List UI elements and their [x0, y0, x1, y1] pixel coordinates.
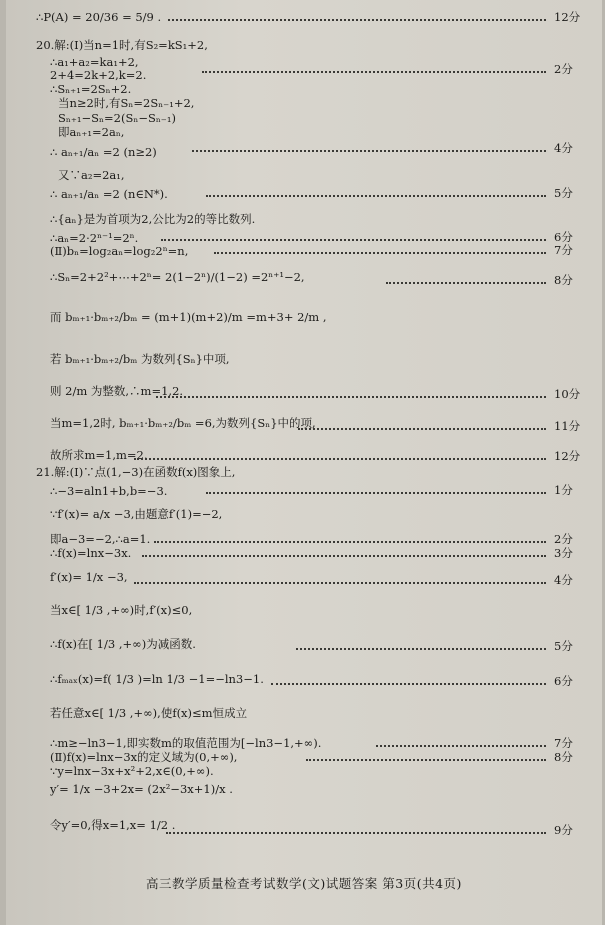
solution-line: y′= 1/x −3+2x= (2x²−3x+1)/x . — [50, 782, 233, 796]
dotted-leader — [192, 150, 546, 152]
dotted-leader — [134, 458, 546, 460]
solution-line: 又∵a₂=2a₁, — [58, 168, 125, 182]
solution-line: 即a−3=−2,∴a=1. — [50, 532, 151, 546]
answer-sheet-page — [6, 0, 602, 925]
solution-line: (Ⅱ)f(x)=lnx−3x的定义域为(0,+∞), — [50, 750, 238, 764]
page-footer: 高三教学质量检查考试数学(文)试题答案 第3页(共4页) — [146, 876, 462, 891]
solution-line: 若任意x∈[ 1/3 ,+∞),使f(x)≤m恒成立 — [50, 706, 248, 720]
solution-line: 即aₙ₊₁=2aₙ, — [58, 125, 125, 139]
solution-line: 21.解:(Ⅰ)∵点(1,−3)在函数f(x)图象上, — [36, 465, 236, 479]
solution-line: 20.解:(Ⅰ)当n=1时,有S₂=kS₁+2, — [36, 38, 208, 52]
dotted-leader — [376, 745, 546, 747]
score-mark: 2分 — [554, 532, 573, 546]
solution-line: ∴a₁+a₂=ka₁+2, — [50, 55, 139, 69]
solution-line: 若 bₘ₊₁·bₘ₊₂/bₘ 为数列{Sₙ}中项, — [50, 352, 230, 366]
solution-line: 2+4=2k+2,k=2. — [50, 68, 147, 82]
solution-line: 当m=1,2时, bₘ₊₁·bₘ₊₂/bₘ =6,为数列{Sₙ}中的项, — [50, 416, 316, 430]
solution-line: 当x∈[ 1/3 ,+∞)时,f′(x)≤0, — [50, 603, 193, 617]
solution-line: 当n≥2时,有Sₙ=2Sₙ₋₁+2, — [58, 96, 195, 110]
score-mark: 4分 — [554, 141, 573, 155]
score-mark: 12分 — [554, 449, 581, 463]
score-mark: 12分 — [554, 10, 581, 24]
dotted-leader — [161, 239, 546, 241]
dotted-leader — [206, 492, 546, 494]
score-mark: 9分 — [554, 823, 573, 837]
dotted-leader — [156, 396, 546, 398]
score-mark: 7分 — [554, 736, 573, 750]
score-mark: 8分 — [554, 273, 573, 287]
score-mark: 7分 — [554, 243, 573, 257]
dotted-leader — [206, 195, 546, 197]
solution-line: ∴f(x)=lnx−3x. — [50, 546, 132, 560]
dotted-leader — [386, 282, 546, 284]
score-mark: 5分 — [554, 639, 573, 653]
dotted-leader — [168, 19, 546, 21]
solution-line: ∴{aₙ}是为首项为2,公比为2的等比数列. — [50, 212, 256, 226]
dotted-leader — [214, 252, 546, 254]
score-mark: 3分 — [554, 546, 573, 560]
solution-line: 令y′=0,得x=1,x= 1/2 . — [50, 818, 176, 832]
solution-line: ∵y=lnx−3x+x²+2,x∈(0,+∞). — [50, 764, 214, 778]
dotted-leader — [202, 71, 546, 73]
score-mark: 11分 — [554, 419, 581, 433]
dotted-leader — [142, 555, 546, 557]
dotted-leader — [271, 683, 546, 685]
solution-line: 故所求m=1,m=2. — [50, 448, 148, 462]
solution-line: ∴aₙ=2·2ⁿ⁻¹=2ⁿ. — [50, 231, 139, 245]
score-mark: 4分 — [554, 573, 573, 587]
dotted-leader — [154, 541, 546, 543]
solution-line: ∴f(x)在[ 1/3 ,+∞)为减函数. — [50, 637, 196, 651]
solution-line: ∴ aₙ₊₁/aₙ =2 (n∈N*). — [50, 187, 168, 201]
score-mark: 1分 — [554, 483, 573, 497]
score-mark: 5分 — [554, 186, 573, 200]
dotted-leader — [306, 759, 546, 761]
dotted-leader — [166, 832, 546, 834]
solution-line: ∵f′(x)= a/x −3,由题意f′(1)=−2, — [50, 507, 223, 521]
solution-line: ∴Sₙ=2+2²+⋯+2ⁿ= 2(1−2ⁿ)/(1−2) =2ⁿ⁺¹−2, — [50, 270, 305, 284]
score-mark: 6分 — [554, 230, 573, 244]
score-mark: 2分 — [554, 62, 573, 76]
dotted-leader — [298, 428, 546, 430]
solution-line: ∴P(A) = 20/36 = 5/9 . — [36, 10, 162, 24]
dotted-leader — [296, 648, 546, 650]
solution-line: f′(x)= 1/x −3, — [50, 570, 128, 584]
solution-line: 则 2/m 为整数,∴m=1,2. — [50, 384, 184, 398]
score-mark: 8分 — [554, 750, 573, 764]
score-mark: 10分 — [554, 387, 581, 401]
solution-line: ∴ aₙ₊₁/aₙ =2 (n≥2) — [50, 145, 157, 159]
solution-line: ∴fₘₐₓ(x)=f( 1/3 )=ln 1/3 −1=−ln3−1. — [50, 672, 264, 686]
solution-line: (Ⅱ)bₙ=log₂aₙ=log₂2ⁿ=n, — [50, 244, 189, 258]
dotted-leader — [134, 582, 546, 584]
solution-line: ∴m≥−ln3−1,即实数m的取值范围为[−ln3−1,+∞). — [50, 736, 322, 750]
solution-line: Sₙ₊₁−Sₙ=2(Sₙ−Sₙ₋₁) — [58, 111, 176, 125]
solution-line: ∴−3=aln1+b,b=−3. — [50, 484, 168, 498]
solution-line: 而 bₘ₊₁·bₘ₊₂/bₘ = (m+1)(m+2)/m =m+3+ 2/m , — [50, 310, 327, 324]
score-mark: 6分 — [554, 674, 573, 688]
solution-line: ∴Sₙ₊₁=2Sₙ+2. — [50, 82, 132, 96]
